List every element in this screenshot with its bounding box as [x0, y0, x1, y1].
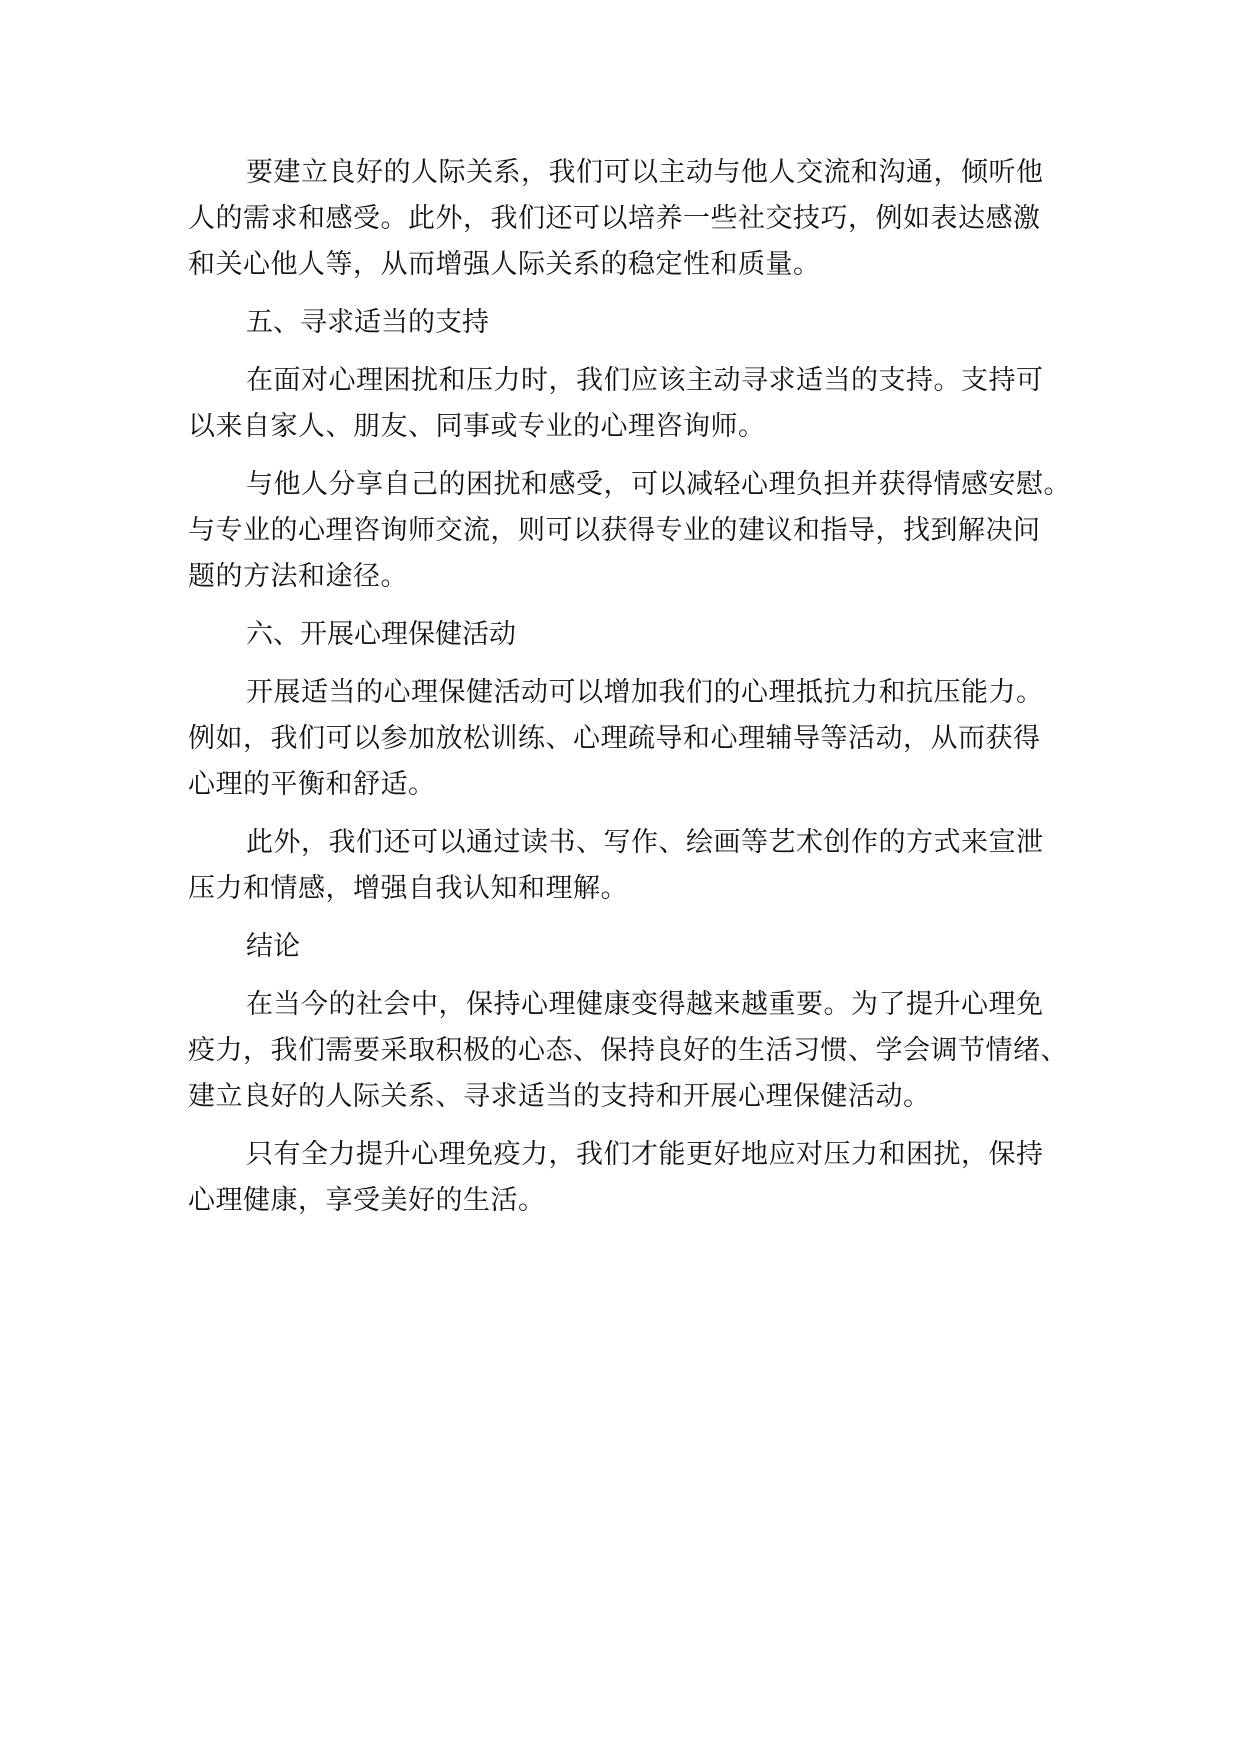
text-line: 以来自家人、朋友、同事或专业的心理咨询师。 — [188, 411, 766, 442]
text-line: 要建立良好的人际关系，我们可以主动与他人交流和沟通，倾听他 — [246, 157, 1044, 188]
paragraph-interpersonal — [188, 150, 1068, 288]
text-line: 题的方法和途径。 — [188, 561, 408, 592]
paragraph-conclusion — [188, 982, 1068, 1120]
text-line: 此外，我们还可以通过读书、写作、绘画等艺术创作的方式来宣泄 — [246, 827, 1044, 858]
paragraph-creative — [188, 820, 1068, 912]
text-line: 和关心他人等，从而增强人际关系的稳定性和质量。 — [188, 249, 821, 280]
text-line: 压力和情感，增强自我认知和理解。 — [188, 873, 628, 904]
paragraph-sharing — [188, 462, 1071, 600]
text-line: 开展适当的心理保健活动可以增加我们的心理抵抗力和抗压能力。 — [246, 677, 1044, 708]
text-line: 建立良好的人际关系、寻求适当的支持和开展心理保健活动。 — [188, 1081, 931, 1112]
text-line: 与他人分享自己的困扰和感受，可以减轻心理负担并获得情感安慰。 — [246, 469, 1071, 500]
section-heading-conclusion: 结论 — [246, 931, 300, 962]
text-line: 与专业的心理咨询师交流，则可以获得专业的建议和指导，找到解决问 — [188, 515, 1041, 546]
text-line: 心理健康，享受美好的生活。 — [188, 1185, 546, 1216]
paragraph-final — [188, 1132, 1068, 1224]
paragraph-support — [188, 358, 1068, 450]
section-heading-support: 五、寻求适当的支持 — [246, 307, 489, 338]
text-line: 例如，我们可以参加放松训练、心理疏导和心理辅导等活动，从而获得 — [188, 723, 1041, 754]
text-line: 在面对心理困扰和压力时，我们应该主动寻求适当的支持。支持可 — [246, 365, 1044, 396]
text-line: 只有全力提升心理免疫力，我们才能更好地应对压力和困扰，保持 — [246, 1139, 1044, 1170]
paragraph-activities — [188, 670, 1068, 808]
text-line: 人的需求和感受。此外，我们还可以培养一些社交技巧，例如表达感激 — [188, 203, 1041, 234]
text-line: 在当今的社会中，保持心理健康变得越来越重要。为了提升心理免 — [246, 989, 1044, 1020]
text-line: 心理的平衡和舒适。 — [188, 769, 436, 800]
section-heading-activities: 六、开展心理保健活动 — [246, 619, 516, 650]
document-body — [188, 150, 1071, 1236]
text-line: 疫力，我们需要采取积极的心态、保持良好的生活习惯、学会调节情绪、 — [188, 1035, 1068, 1066]
